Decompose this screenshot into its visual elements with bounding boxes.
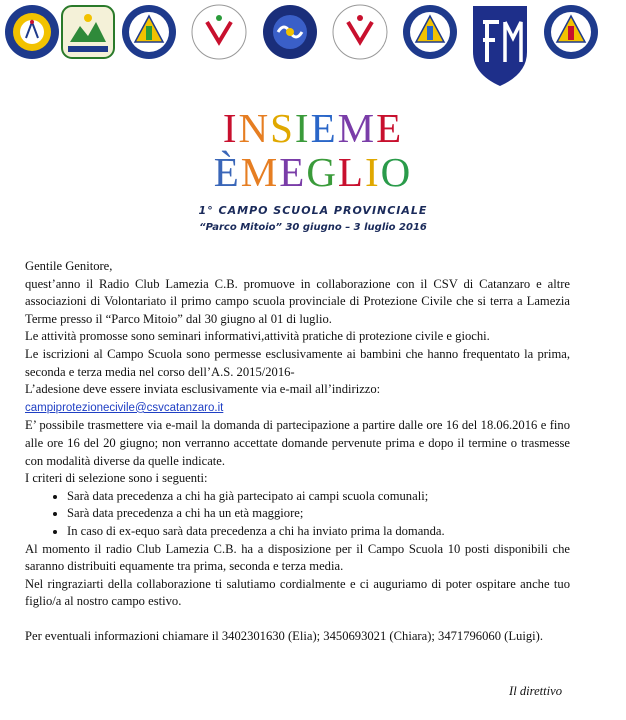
title-insieme-letter: I <box>222 105 239 151</box>
criteria-list <box>25 488 570 541</box>
paragraph-intro: quest’anno il Radio Club Lamezia C.B. promuove in collaborazione con il CSV di Catanzaro e altre associazioni di Volontariato il primo campo scuola provinciale di Protezione Civile che si terra a Lamezia Terme presso il “Parco Mitoio” dal 30 giugno al 01 di luglio. <box>25 276 570 326</box>
paragraph-submission: E’ possibile trasmettere via e-mail la domanda di partecipazione a partire dalle ore 16 del 18.06.2016 e fino alle ore 16 del 20 giugno; non verranno accettate domande pervenute prima e dopo il termine o trasmesse con modalità diverse da quelle indicate. <box>25 418 570 468</box>
angeli-della-sila-logo <box>60 4 116 60</box>
greeting: Gentile Genitore, <box>25 259 113 273</box>
volontariato-logo-1 <box>191 4 247 60</box>
title-insieme-letter: S <box>270 105 295 151</box>
title-emeglio-letter: E <box>279 149 307 195</box>
title-emeglio <box>0 150 626 194</box>
paragraph-activities: Le attività promosse sono seminari informativi,attività pratiche di protezione civile e giochi. <box>25 329 490 344</box>
title-insieme-letter: N <box>238 105 271 151</box>
paragraph-thanks: Nel ringraziarti della collaborazione ti salutiamo cordialmente e ci auguriamo di poter ospitare anche tuo figlio/a al nostro campo estivo. <box>25 576 570 609</box>
title-insieme-letter: I <box>294 105 311 151</box>
protezione-civile-logo-2 <box>402 4 458 60</box>
title-emeglio-letter: G <box>306 149 338 195</box>
misericordia-logo <box>469 2 531 88</box>
paragraph-contacts: Per eventuali informazioni chiamare il 3402301630 (Elia); 3450693021 (Chiara); 3471796060 (Luigi). <box>25 628 543 643</box>
title-emeglio-letter: È <box>213 149 241 195</box>
title-emeglio-letter: O <box>380 149 413 195</box>
subtitle-dates: “Parco Mitoio” 30 giugno – 3 luglio 2016 <box>199 222 427 233</box>
paragraph-enrolment: Le iscrizioni al Campo Scuola sono permesse esclusivamente ai bambini che hanno frequentato la prima, seconda e terza media nel corso dell’A.S. 2015/2016- <box>25 346 570 379</box>
protezione-civile-logo-1 <box>121 4 177 60</box>
signature: Il direttivo <box>509 684 563 698</box>
paragraph-email-intro: L’adesione deve essere inviata esclusivamente via e-mail all’indirizzo: <box>25 382 381 397</box>
title-insieme-letter: E <box>310 105 338 151</box>
paragraph-places: Al momento il radio Club Lamezia C.B. ha a disposizione per il Campo Scuola 10 posti disponibili che saranno distribuiti equamente tra prima, seconda e terza media. <box>25 541 570 574</box>
emergenza-radio-logo <box>262 4 318 60</box>
protezione-civile-logo-3 <box>543 4 599 60</box>
title-emeglio-letter: I <box>364 149 381 195</box>
title-insieme <box>0 106 626 150</box>
radio-club-lamezia-logo <box>4 4 60 60</box>
title-emeglio-letter: L <box>337 149 365 195</box>
title-insieme-letter: E <box>376 105 404 151</box>
logo-banner <box>0 0 626 92</box>
subtitle: 1° CAMPO SCUOLA PROVINCIALE <box>198 204 428 217</box>
title-insieme-letter: M <box>337 105 377 151</box>
list-item: • Sarà data precedenza a chi ha un età maggiore; <box>67 505 570 523</box>
volontariato-logo-2 <box>332 4 388 60</box>
paragraph-criteria-intro: I criteri di selezione sono i seguenti: <box>25 471 208 486</box>
list-item: • Sarà data precedenza a chi ha già partecipato ai campi scuola comunali; <box>67 488 570 506</box>
letter-body <box>25 258 570 645</box>
list-item: • In caso di ex-equo sarà data precedenza a chi ha inviato prima la domanda. <box>67 523 570 541</box>
title-emeglio-letter: M <box>240 149 280 195</box>
email-link[interactable]: campiprotezionecivile@csvcatanzaro.it <box>25 401 224 414</box>
